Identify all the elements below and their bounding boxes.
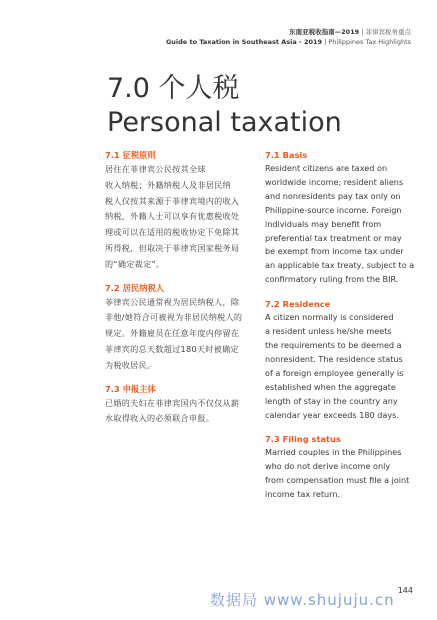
zh-filing-line: 水取得收入的必须联合申报。: [105, 413, 215, 424]
en-residence-text: [265, 311, 425, 422]
zh-residence-line: 菲律宾的总天数超过180天时被确定: [105, 343, 239, 354]
en-residence-line: established when the aggregate: [265, 381, 396, 392]
zh-basis-line: 纳税，外籍人士可以享有优惠税收处: [105, 211, 240, 222]
zh-residence-text: [105, 295, 255, 374]
zh-basis-line: 的“确定裁定”。: [105, 258, 165, 269]
header-zh-subtitle: 菲律宾税务重点: [365, 28, 411, 36]
zh-basis-line: 理或可以在适用的税收协定下免除其: [105, 227, 240, 238]
watermark: 数据局 www.shujuju.cn: [210, 591, 395, 609]
zh-basis-line: 所得税，但取决于菲律宾国家税务局: [105, 242, 240, 253]
en-basis-line: worldwide income; resident aliens: [265, 176, 404, 187]
header-en-sep: |: [322, 38, 329, 46]
page-header: [166, 27, 411, 47]
chinese-column: [105, 149, 255, 436]
zh-filing-heading: 7.3 申报主体: [105, 383, 156, 394]
en-residence-line: a resident unless he/she meets: [265, 326, 392, 337]
header-en-subtitle: Philippines Tax Highlights: [328, 38, 411, 46]
zh-basis-line: 居住在菲律宾公民按其全球: [105, 164, 206, 174]
zh-basis-text: [105, 162, 255, 273]
en-residence-line: length of stay in the country any: [265, 395, 398, 406]
en-filing-text: [265, 446, 425, 502]
header-zh-title: 东南亚税收指南—2019: [289, 28, 360, 36]
en-residence-line: A citizen normally is considered: [265, 312, 394, 323]
en-residence-line: the requirements to be deemed a: [265, 339, 402, 350]
section-title-en: Personal taxation: [107, 107, 342, 138]
en-basis-line: preferential tax treatment or may: [265, 232, 402, 243]
zh-residence-heading: 7.2 居民纳税人: [105, 282, 165, 293]
zh-basis-line: 税人仅按其来源于菲律宾境内的收入: [105, 195, 240, 206]
english-column: [265, 149, 425, 513]
en-residence-heading: 7.2 Residence: [265, 299, 331, 310]
section-title-zh: 7.0 个人税: [107, 73, 240, 104]
en-basis-line: and nonresidents pay tax only on: [265, 190, 401, 201]
en-basis-line: individuals may benefit from: [265, 218, 382, 229]
zh-basis-line: 收入纳税；外籍纳税人及非居民纳: [105, 179, 231, 190]
zh-filing-text: [105, 396, 255, 428]
en-residence-line: nonresident. The residence status: [265, 353, 403, 364]
en-basis-line: confirmatory ruling from the BIR.: [265, 274, 399, 285]
zh-filing-line: 已婚的夫妇在菲律宾国内不仅仅从薪: [105, 397, 240, 408]
section-title: [107, 72, 342, 140]
zh-residence-line: 菲律宾公民通常视为居民纳税人，除: [105, 296, 240, 307]
en-basis-line: an applicable tax treaty, subject to a: [265, 260, 415, 271]
en-filing-line: income tax return.: [265, 489, 341, 500]
zh-residence-line: 规定。外籍雇员在任意年度内停留在: [105, 328, 240, 339]
zh-basis-heading: 7.1 征税原则: [105, 150, 156, 160]
en-residence-line: calendar year exceeds 180 days.: [265, 409, 399, 420]
en-filing-line: Married couples in the Philippines: [265, 447, 402, 458]
en-filing-heading: 7.3 Filing status: [265, 434, 341, 445]
header-line-zh: [166, 27, 411, 37]
header-en-title: Guide to Taxation in Southeast Asia - 2019: [165, 38, 323, 46]
zh-residence-line: 为税收居民。: [105, 359, 156, 370]
header-line-en: [166, 37, 411, 47]
en-filing-line: who do not derive income only: [265, 461, 391, 472]
en-basis-text: [265, 162, 425, 287]
en-basis-heading: 7.1 Basis: [265, 150, 308, 160]
page-number: 144: [397, 586, 413, 595]
en-filing-line: from compensation must file a joint: [265, 475, 410, 486]
en-residence-line: of a foreign employee generally is: [265, 367, 404, 378]
header-zh-sep: |: [359, 28, 366, 36]
en-basis-line: Philippine-source income. Foreign: [265, 204, 402, 215]
en-basis-line: Resident citizens are taxed on: [265, 163, 388, 173]
zh-residence-line: 非他/她符合可被视为非居民纳税人的: [105, 312, 243, 323]
en-basis-line: be exempt from income tax under: [265, 246, 404, 257]
